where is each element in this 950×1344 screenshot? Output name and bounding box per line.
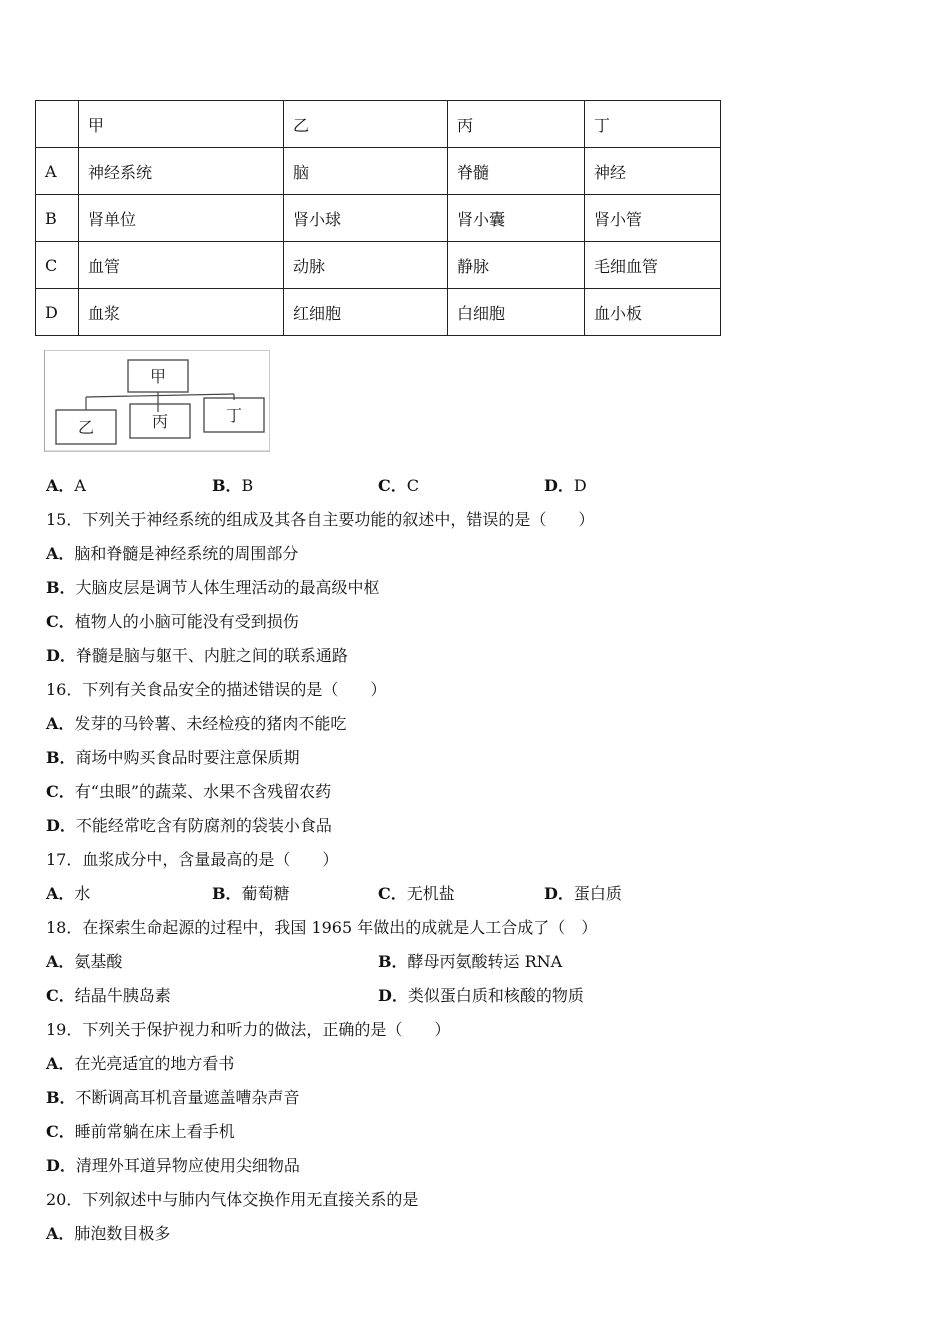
- option-text: 植物人的小脑可能没有受到损伤: [74, 612, 299, 631]
- q17-option-c: [378, 884, 455, 904]
- option-label: C．: [46, 612, 75, 631]
- q15-option-d: [46, 646, 348, 666]
- q14-option-a: [46, 476, 86, 496]
- option-text: 水: [74, 884, 91, 903]
- option-text: 结晶牛胰岛素: [74, 986, 171, 1005]
- option-label: A．: [46, 884, 75, 903]
- option-text: 睡前常躺在床上看手机: [74, 1122, 235, 1141]
- q17-option-a: [46, 884, 90, 904]
- option-text: 葡萄糖: [241, 884, 290, 903]
- option-text: 无机盐: [406, 884, 455, 903]
- table-cell: 肾小球: [284, 195, 448, 242]
- table-cell: 红细胞: [284, 289, 448, 336]
- table-row: [36, 242, 721, 289]
- option-label: C．: [46, 986, 75, 1005]
- diagram-label-top: 甲: [149, 367, 167, 386]
- option-text: B: [241, 476, 254, 495]
- table-cell: 血小板: [585, 289, 721, 336]
- option-text: C: [406, 476, 419, 495]
- table-cell: [36, 101, 79, 148]
- table-cell: 脊髓: [448, 148, 585, 195]
- option-label: D．: [46, 646, 76, 665]
- q17-option-d: [544, 884, 622, 904]
- table-cell: 脑: [284, 148, 448, 195]
- hierarchy-diagram: [44, 350, 270, 452]
- option-label: A．: [46, 1224, 75, 1243]
- option-text: 不断调高耳机音量遮盖嘈杂声音: [75, 1088, 300, 1107]
- option-text: 在光亮适宜的地方看书: [74, 1054, 235, 1073]
- option-label: C．: [46, 1122, 75, 1141]
- q15-option-b: [46, 578, 380, 598]
- q15-option-a: [46, 544, 298, 564]
- q14-option-c: [378, 476, 419, 496]
- q14-option-b: [212, 476, 253, 496]
- table-cell: C: [36, 242, 79, 289]
- table-row: [36, 289, 721, 336]
- option-text: 不能经常吃含有防腐剂的袋装小食品: [75, 816, 332, 835]
- diagram-label-left: 乙: [77, 418, 95, 437]
- option-text: 脊髓是脑与躯干、内脏之间的联系通路: [75, 646, 348, 665]
- table-cell: 静脉: [448, 242, 585, 289]
- table-cell: 肾单位: [79, 195, 284, 242]
- option-text: 商场中购买食品时要注意保质期: [75, 748, 300, 767]
- table-cell: A: [36, 148, 79, 195]
- table-row: [36, 195, 721, 242]
- option-text: 酵母丙氨酸转运 RNA: [407, 952, 563, 971]
- option-text: 蛋白质: [573, 884, 622, 903]
- option-label: A．: [46, 476, 75, 495]
- q19-option-b: [46, 1088, 300, 1108]
- option-text: 类似蛋白质和核酸的物质: [407, 986, 584, 1005]
- diagram-label-right: 丁: [225, 406, 243, 425]
- option-label: D．: [46, 1156, 76, 1175]
- table-header-row: [36, 101, 721, 148]
- answer-table: [35, 100, 721, 336]
- option-text: 发芽的马铃薯、未经检疫的猪肉不能吃: [74, 714, 347, 733]
- option-text: 脑和脊髓是神经系统的周围部分: [74, 544, 299, 563]
- option-label: C．: [46, 782, 75, 801]
- option-text: D: [573, 476, 587, 495]
- option-label: C．: [378, 884, 407, 903]
- option-label: C．: [378, 476, 407, 495]
- q16-option-a: [46, 714, 346, 734]
- q18-option-d: [378, 986, 584, 1006]
- table-cell: 动脉: [284, 242, 448, 289]
- option-label: B．: [46, 1088, 76, 1107]
- table-cell: 丙: [448, 101, 585, 148]
- option-label: D．: [378, 986, 408, 1005]
- q16-stem: 16．下列有关食品安全的描述错误的是（ ）: [46, 680, 387, 699]
- q18-stem: 18．在探索生命起源的过程中，我国 1965 年做出的成就是人工合成了（ ）: [46, 918, 598, 937]
- option-text: 大脑皮层是调节人体生理活动的最高级中枢: [75, 578, 380, 597]
- option-label: B．: [46, 578, 76, 597]
- option-label: A．: [46, 1054, 75, 1073]
- table-cell: B: [36, 195, 79, 242]
- table-cell: 丁: [585, 101, 721, 148]
- q18-option-b: [378, 952, 562, 972]
- table-cell: 血管: [79, 242, 284, 289]
- table-row: [36, 148, 721, 195]
- table-cell: 血浆: [79, 289, 284, 336]
- option-label: B．: [212, 884, 242, 903]
- q16-option-d: [46, 816, 332, 836]
- table-cell: 肾小囊: [448, 195, 585, 242]
- table-cell: D: [36, 289, 79, 336]
- q19-stem: 19．下列关于保护视力和听力的做法，正确的是（ ）: [46, 1020, 451, 1039]
- q17-option-b: [212, 884, 290, 904]
- option-label: B．: [212, 476, 242, 495]
- option-text: 氨基酸: [74, 952, 123, 971]
- q19-option-d: [46, 1156, 300, 1176]
- option-label: A．: [46, 952, 75, 971]
- option-label: D．: [544, 884, 574, 903]
- table-cell: 甲: [79, 101, 284, 148]
- q19-option-a: [46, 1054, 234, 1074]
- q20-option-a: [46, 1224, 170, 1244]
- table-cell: 肾小管: [585, 195, 721, 242]
- option-text: 肺泡数目极多: [74, 1224, 171, 1243]
- option-label: A．: [46, 544, 75, 563]
- q19-option-c: [46, 1122, 235, 1142]
- q16-option-b: [46, 748, 300, 768]
- table-cell: 白细胞: [448, 289, 585, 336]
- option-text: 有“虫眼”的蔬菜、水果不含残留农药: [74, 782, 332, 801]
- option-label: B．: [46, 748, 76, 767]
- option-label: B．: [378, 952, 408, 971]
- q18-option-a: [46, 952, 122, 972]
- q15-option-c: [46, 612, 299, 632]
- table-cell: 乙: [284, 101, 448, 148]
- q20-stem: 20．下列叙述中与肺内气体交换作用无直接关系的是: [46, 1190, 419, 1209]
- q16-option-c: [46, 782, 331, 802]
- option-text: 清理外耳道异物应使用尖细物品: [75, 1156, 300, 1175]
- q15-stem: 15．下列关于神经系统的组成及其各自主要功能的叙述中，错误的是（ ）: [46, 510, 595, 529]
- table-cell: 神经: [585, 148, 721, 195]
- q17-stem: 17．血浆成分中，含量最高的是（ ）: [46, 850, 339, 869]
- q18-option-c: [46, 986, 171, 1006]
- option-label: D．: [544, 476, 574, 495]
- table-cell: 神经系统: [79, 148, 284, 195]
- option-text: A: [74, 476, 86, 495]
- q14-option-d: [544, 476, 587, 496]
- table-cell: 毛细血管: [585, 242, 721, 289]
- option-label: A．: [46, 714, 75, 733]
- diagram-label-middle: 丙: [151, 412, 169, 431]
- option-label: D．: [46, 816, 76, 835]
